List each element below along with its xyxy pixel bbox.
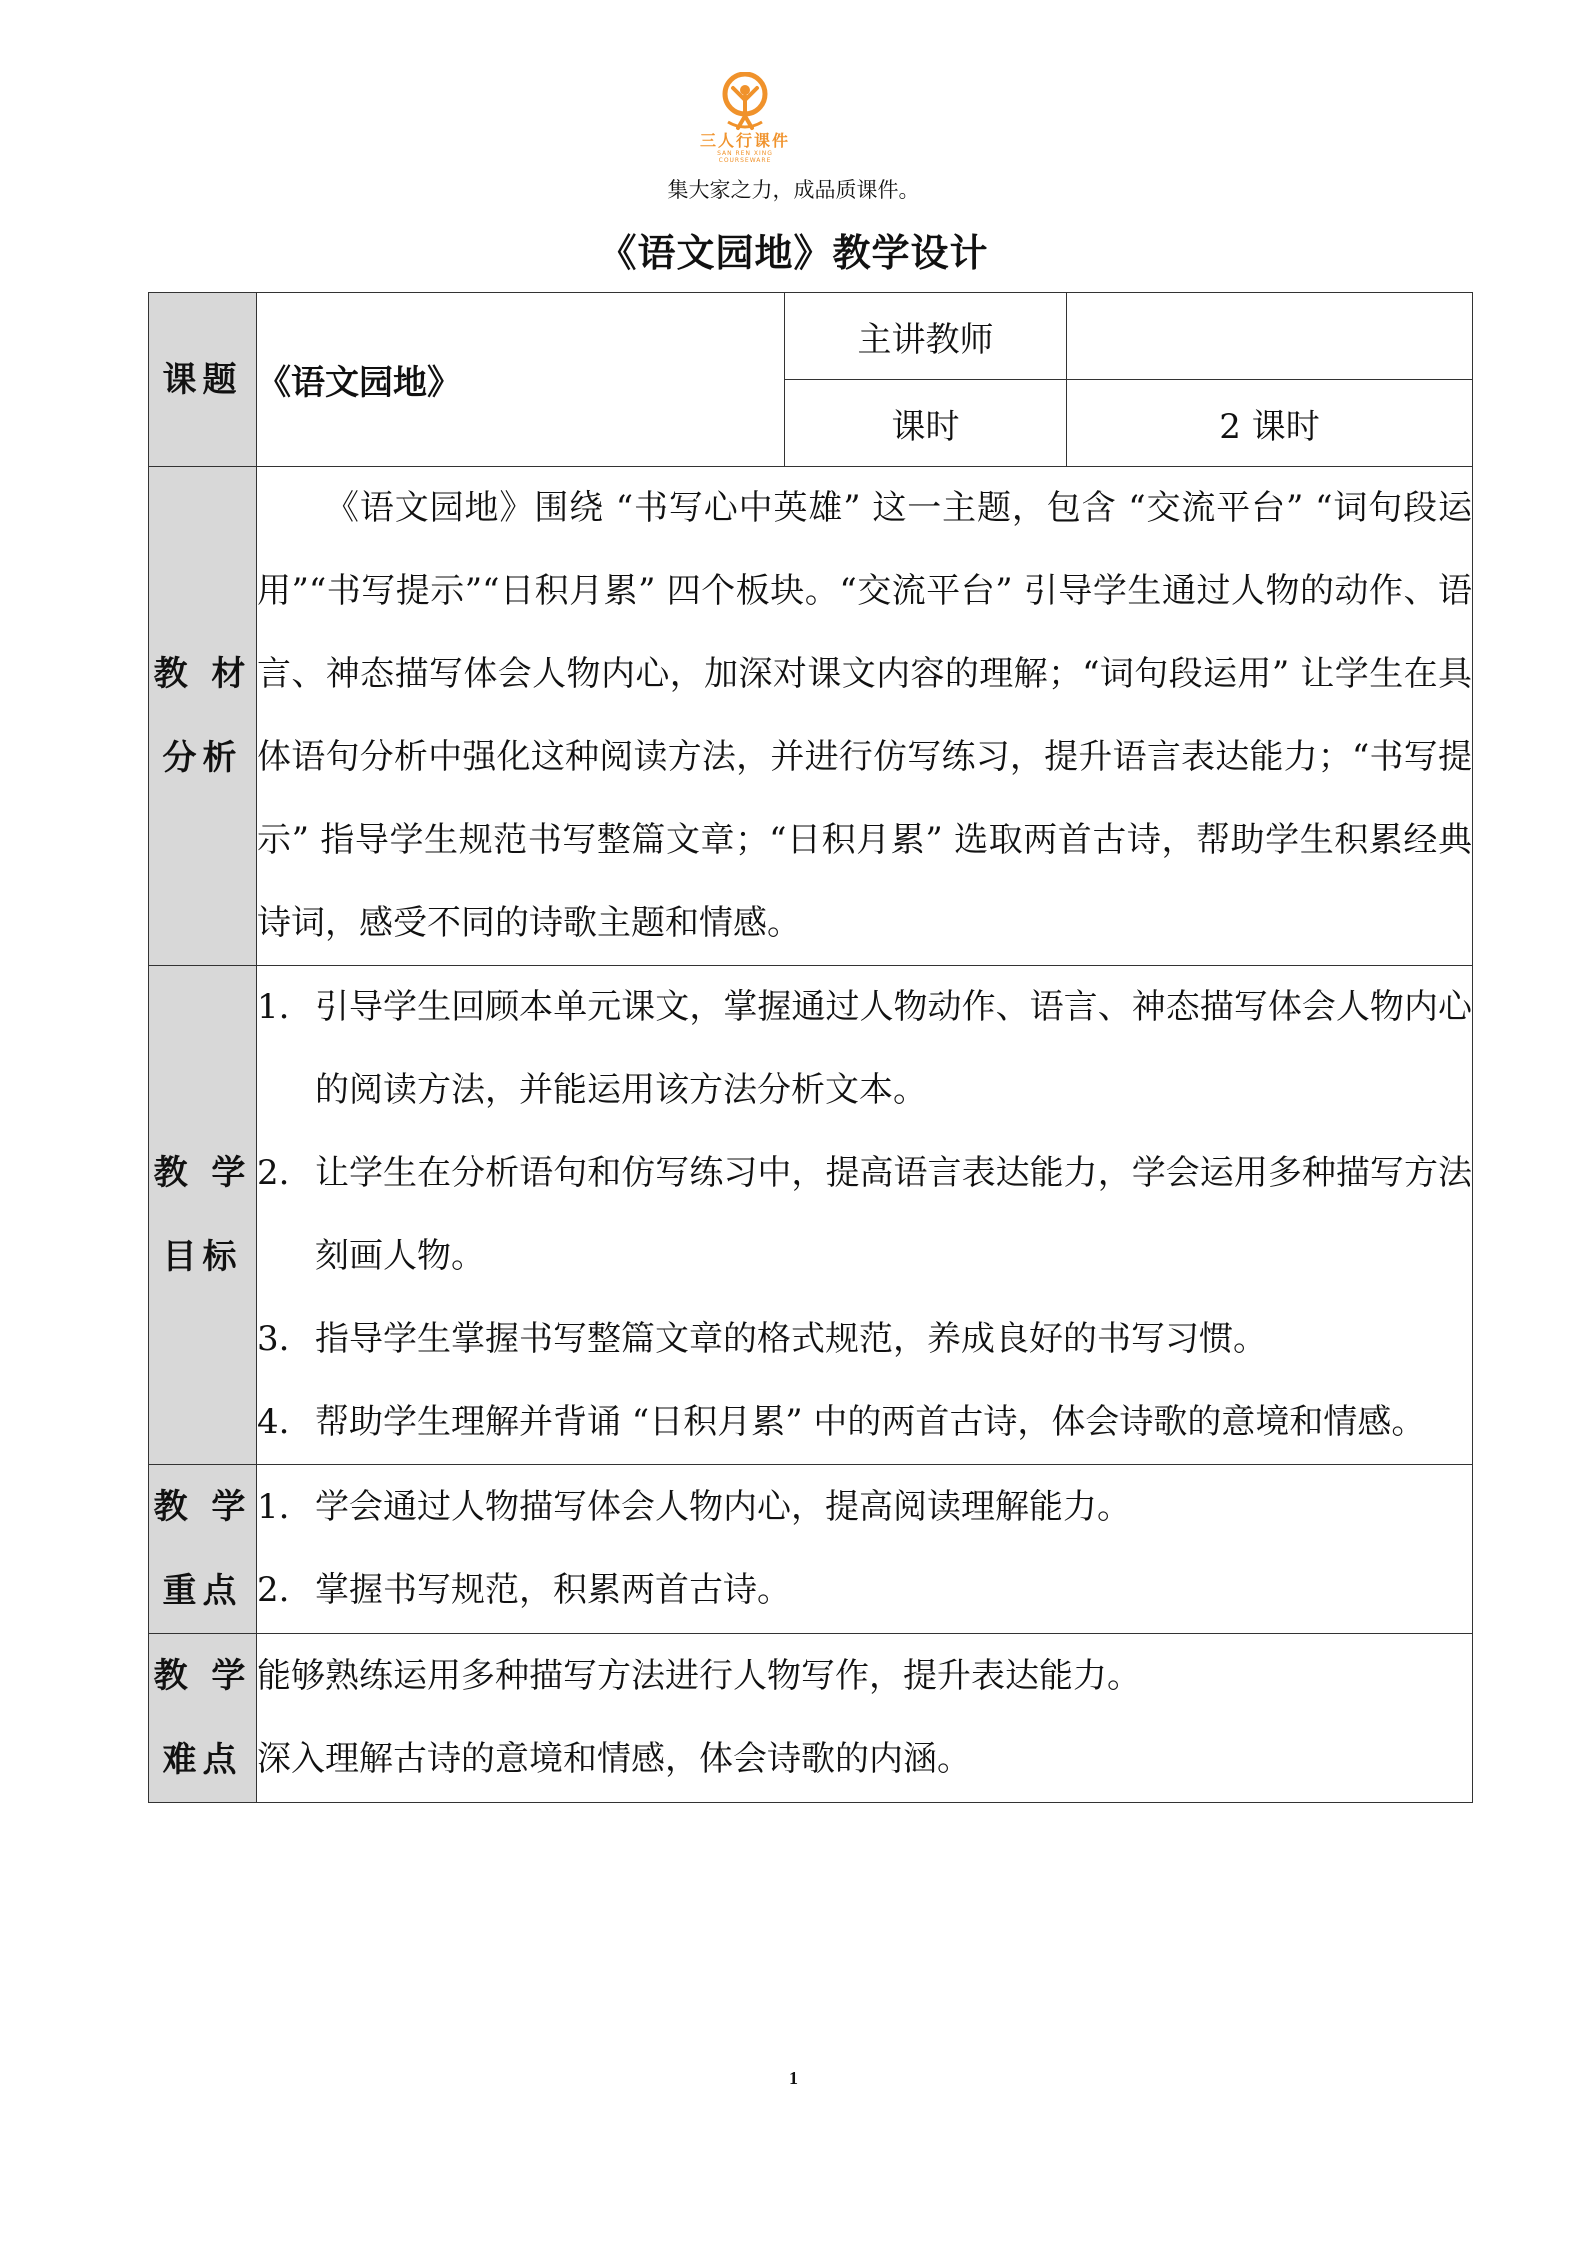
teacher-value xyxy=(1067,293,1473,380)
analysis-row xyxy=(149,467,1473,966)
slogan: 集大家之力，成品质课件。 xyxy=(667,178,920,202)
objectives-label: 教 学 目标 xyxy=(149,966,257,1465)
analysis-text: 《语文园地》围绕 “书写心中英雄” 这一主题，包含 “交流平台” “词句段运用”“书写提示”“日积月累” 四个板块。“交流平台” 引导学生通过人物的动作、语言、神态描写体会人物内心，加深对课文内容的理解；“词句段运用” 让学生在具体语句分析中强化这种阅读方法，并进行仿写练习，提升语言表达能力；“书写提示” 指导学生规范书写整篇文章；“日积月累” 选取两首古诗，帮助学生积累经典诗词，感受不同的诗歌主题和情感。 xyxy=(257,488,1472,943)
brand-name: 三人行课件 xyxy=(699,131,790,150)
difficulties-label: 教 学 难点 xyxy=(149,1634,257,1803)
lesson-plan-table xyxy=(148,292,1473,1803)
list-item: 2. 让学生在分析语句和仿写练习中，提高语言表达能力，学会运用多种描写方法刻画人物。 xyxy=(257,1153,1472,1276)
analysis-label: 教 材 分析 xyxy=(149,467,257,966)
topic-row-top xyxy=(149,293,1473,380)
key-points-row xyxy=(149,1465,1473,1634)
difficulty-line: 能够熟练运用多种描写方法进行人物写作，提升表达能力。 xyxy=(257,1656,1141,1696)
list-item: 4. 帮助学生理解并背诵 “日积月累” 中的两首古诗，体会诗歌的意境和情感。 xyxy=(257,1402,1426,1442)
key-points-label: 教 学 重点 xyxy=(149,1465,257,1634)
topic-value: 《语文园地》 xyxy=(257,293,785,467)
key-points-list xyxy=(257,1465,1473,1634)
page-number: 1 xyxy=(789,2068,798,2088)
document-title: 《语文园地》教学设计 xyxy=(598,230,989,275)
difficulties-row xyxy=(149,1634,1473,1803)
hours-value: 2 课时 xyxy=(1067,380,1473,467)
difficulties-text xyxy=(257,1634,1473,1803)
brand-tagline: SAN REN XING COURSEWARE xyxy=(717,150,773,164)
list-item: 3. 指导学生掌握书写整篇文章的格式规范，养成良好的书写习惯。 xyxy=(257,1319,1267,1359)
difficulty-line: 深入理解古诗的意境和情感，体会诗歌的内涵。 xyxy=(257,1739,971,1779)
topic-label: 课题 xyxy=(149,293,257,467)
teacher-label: 主讲教师 xyxy=(785,293,1067,380)
list-item: 2. 掌握书写规范，积累两首古诗。 xyxy=(257,1570,791,1610)
list-item: 1. 学会通过人物描写体会人物内心，提高阅读理解能力。 xyxy=(257,1487,1131,1527)
objectives-list xyxy=(257,966,1473,1465)
analysis-text-cell xyxy=(257,467,1473,966)
objectives-row xyxy=(149,966,1473,1465)
figure-with-sun-icon xyxy=(690,72,800,136)
hours-label: 课时 xyxy=(785,380,1067,467)
list-item: 1. 引导学生回顾本单元课文，掌握通过人物动作、语言、神态描写体会人物内心的阅读方法，并能运用该方法分析文本。 xyxy=(257,987,1472,1110)
